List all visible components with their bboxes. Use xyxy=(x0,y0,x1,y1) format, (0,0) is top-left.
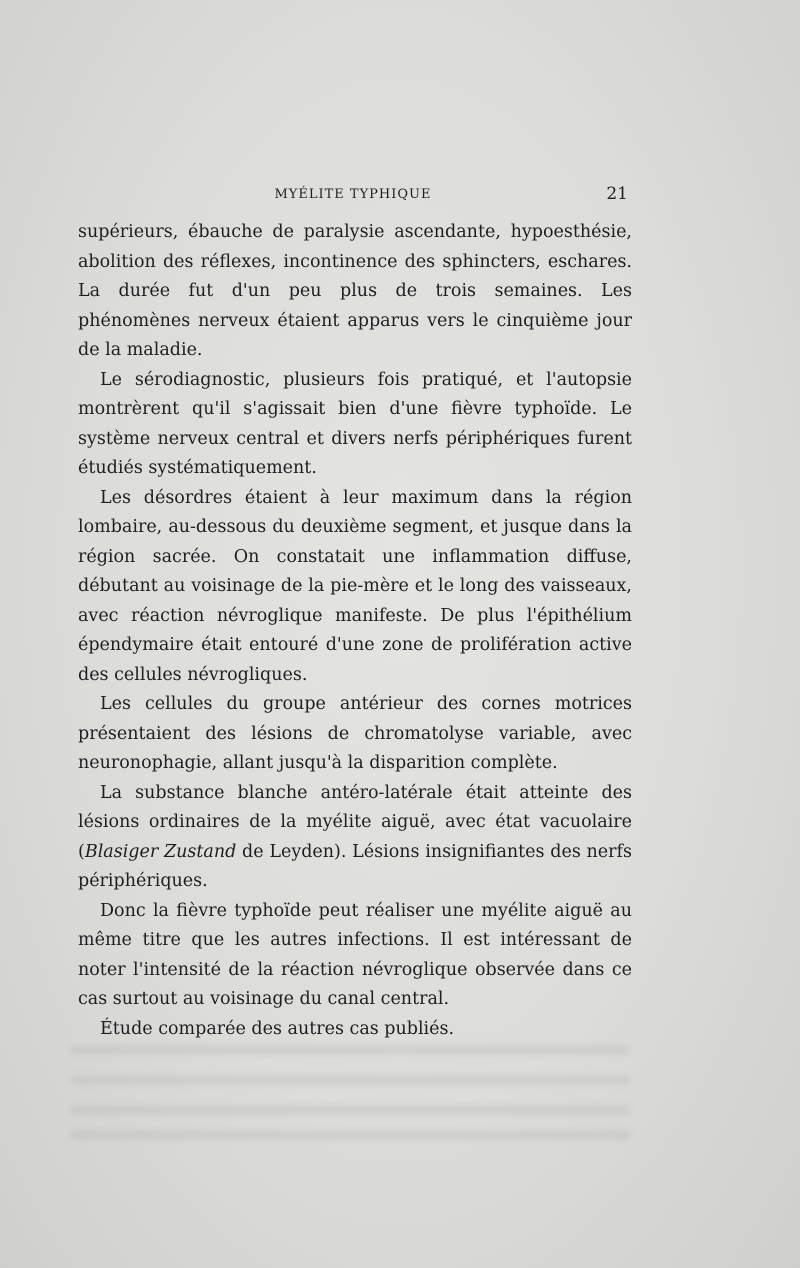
substance-blanche-text-before: La substance blanche antéro-latérale était atteinte des lésions ordinaires de la myélite aiguë, avec état vacuolaire ( xyxy=(78,782,632,862)
bleed-through-line xyxy=(70,1075,630,1085)
paragraph-substance-blanche xyxy=(78,779,632,897)
paragraph-conclusion: Donc la fièvre typhoïde peut réaliser une myélite aiguë au même titre que les autres infections. Il est intéressant de noter l'intensité de la réaction névroglique observée dans ce cas surtout au voisinage du canal central. xyxy=(78,900,632,1009)
page-number: 21 xyxy=(606,184,628,204)
running-title: MYÉLITE TYPHIQUE xyxy=(274,187,432,202)
italic-term: Blasiger Zustand xyxy=(84,841,237,862)
substance-blanche-text-after: de Leyden). Lésions insignifiantes des nerfs périphériques. xyxy=(78,841,632,891)
page-header xyxy=(78,184,628,206)
paragraph-cellules: Les cellules du groupe antérieur des cornes motrices présentaient des lésions de chromatolyse variable, avec neuronophagie, allant jusqu'à la disparition complète. xyxy=(78,694,632,773)
bleed-through-line xyxy=(70,1105,630,1115)
bleed-through-line xyxy=(70,1130,630,1140)
section-heading: Étude comparée des autres cas publiés. xyxy=(100,1018,455,1039)
paragraph-desordres: Les désordres étaient à leur maximum dans la région lombaire, au-dessous du deuxième segment, et jusque dans la région sacrée. On constatait une inflammation diffuse, débutant au voisinage de la pie-mère et le long des vaisseaux, avec réaction névroglique manifeste. De plus l'épithélium épendymaire était entouré d'une zone de prolifération active des cellules névrogliques. xyxy=(78,487,632,685)
paragraph-continued: supérieurs, ébauche de paralysie ascendante, hypoesthésie, abolition des réflexes, incontinence des sphincters, eschares. La durée fut d'un peu plus de trois semaines. Les phénomènes nerveux étaient apparus vers le cinquième jour de la maladie. xyxy=(78,222,632,360)
bleed-through-line xyxy=(70,1045,630,1055)
paragraph-serodiagnostic: Le sérodiagnostic, plusieurs fois pratiqué, et l'autopsie montrèrent qu'il s'agissait bien d'une fièvre typhoïde. Le système nerveux central et divers nerfs périphériques furent étudiés systématiquement. xyxy=(78,369,632,478)
body-text xyxy=(78,218,632,1044)
